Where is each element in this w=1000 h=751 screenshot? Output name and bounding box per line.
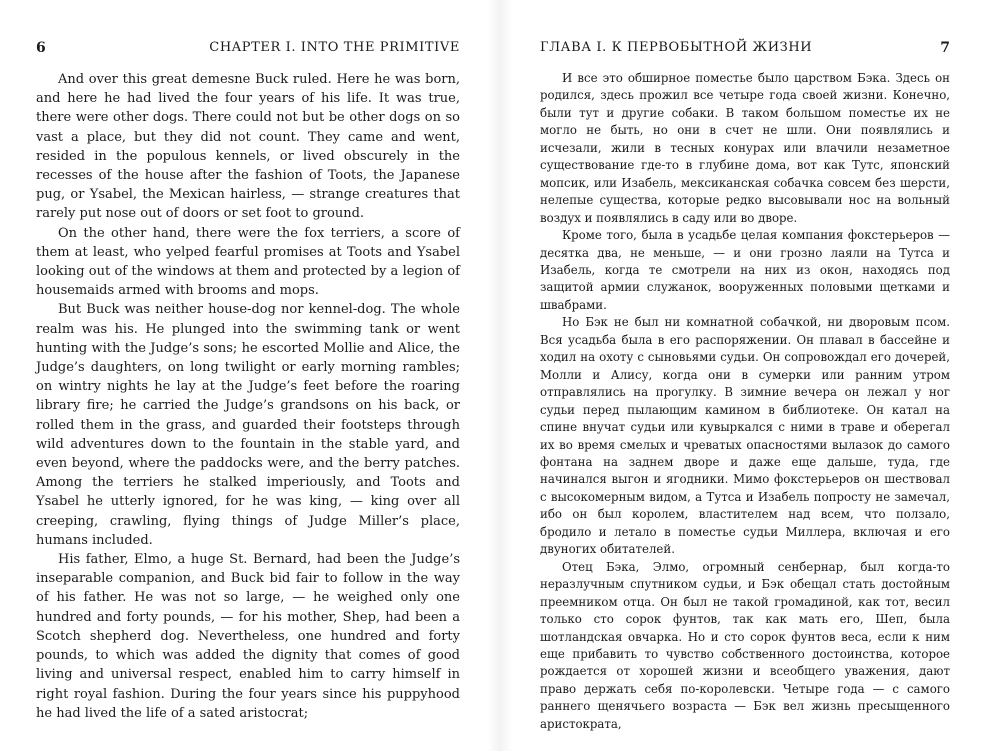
left-page-body xyxy=(36,70,460,723)
right-paragraph-3: Но Бэк не был ни комнатной собачкой, ни дворовым псом. Вся усадьба была в его распоряжении. Он плавал в бассейне и ходил на охоту с сыновьями судьи. Он сопровождал его дочерей, Молли и Алису, когда они в сумерки или ранним утром отправлялись на прогулку. В зимние вечера он лежал у ног судьи перед пылающим камином в библиотеке. Он катал на спине внучат судьи или кувыркался с ними в траве и оберегал их во время смелых и чреватых опасностями вылазок до самого фонтана на заднем дворе и даже еще дальше, туда, где начинался выгон и ягодники. Мимо фокстерьеров он шествовал с высокомерным видом, а Тутса и Изабель попросту не замечал, ибо он был королем, властителем над всем, что ползало, бродило и летало в поместье судьи Миллера, включая и его двуногих обитателей. xyxy=(540,315,950,557)
right-running-title: ГЛАВА I. К ПЕРВОБЫТНОЙ ЖИЗНИ xyxy=(540,40,813,55)
left-paragraph-2: On the other hand, there were the fox terriers, a score of them at least, who yelped fearful promises at Toots and Ysabel looking out of the windows at them and protected by a legion of housemaids armed with brooms and mops. xyxy=(36,225,460,299)
left-page-header xyxy=(36,38,460,58)
right-paragraph-4: Отец Бэка, Элмо, огромный сенбернар, был когда-то неразлучным спутником судьи, и Бэк обещал стать достойным преемником отца. Он был не такой громадиной, как тот, весил только сто сорок фунтов, так как мать его, Шеп, была шотландская овчарка. Но и сто сорок фунтов веса, если к ним еще прибавить то чувство собственного достоинства, которое рождается от хорошей жизни и всеобщего уважения, дают право держать себя по-королевски. Четыре года — с самого раннего щенячьего возраста — Бэк вел жизнь пресыщенного аристократа, xyxy=(540,559,950,731)
right-paragraph-2: Кроме того, была в усадьбе целая компания фокстерьеров — десятка два, не меньше, — и они грозно лаяли на Тутса и Изабель, когда те смотрели на них из окон, находясь под защитой армии служанок, вооруженных половыми щетками и швабрами. xyxy=(540,228,950,312)
right-page-header xyxy=(540,38,950,58)
left-page-number: 6 xyxy=(36,40,46,56)
left-paragraph-4: His father, Elmo, a huge St. Bernard, had been the Judge’s inseparable companion, and Buck bid fair to follow in the way of his father. He was not so large, — he weighed only one hundred and forty pounds, — for his mother, Shep, had been a Scotch shepherd dog. Nevertheless, one hundred and forty pounds, to which was added the dignity that comes of good living and universal respect, enabled him to carry himself in right royal fashion. During the four years since his puppyhood he had lived the life of a sated aristocrat; xyxy=(36,552,460,721)
right-page xyxy=(500,0,1000,751)
left-paragraph-3: But Buck was neither house-dog nor kennel-dog. The whole realm was his. He plunged into the swimming tank or went hunting with the Judge’s sons; he escorted Mollie and Alice, the Judge’s daughters, on long twilight or early morning rambles; on wintry nights he lay at the Judge’s feet before the roaring library fire; he carried the Judge’s grandsons on his back, or rolled them in the grass, and guarded their footsteps through wild adventures down to the fountain in the stable yard, and even beyond, where the paddocks were, and the berry patches. Among the terriers he stalked imperiously, and Toots and Ysabel he utterly ignored, for he was king, — king over all creeping, crawling, flying things of Judge Miller’s place, humans included. xyxy=(36,302,460,548)
left-running-title: CHAPTER I. INTO THE PRIMITIVE xyxy=(209,40,460,55)
right-page-body xyxy=(540,70,950,733)
right-paragraph-1: И все это обширное поместье было царством Бэка. Здесь он родился, здесь прожил все четыре года своей жизни. Конечно, были тут и другие собаки. В таком большом поместье их не могло не быть, но они в счет не шли. Они появлялись и исчезали, жили в тесных конурах или влачили незаметное существование где-то в глубине дома, вот как Тутс, японский мопсик, или Изабель, мексиканская собачка совсем без шерсти, нелепые существа, которые редко высовывали нос на вольный воздух и появлялись в саду или во дворе. xyxy=(540,71,950,225)
right-page-number: 7 xyxy=(940,40,950,56)
left-paragraph-1: And over this great demesne Buck ruled. Here he was born, and here he had lived the four years of his life. It was true, there were other dogs. There could not but be other dogs on so vast a place, but they did not count. They came and went, resided in the populous kennels, or lived obscurely in the recesses of the house after the fashion of Toots, the Japanese pug, or Ysabel, the Mexican hairless, — strange creatures that rarely put nose out of doors or set foot to ground. xyxy=(36,72,460,222)
